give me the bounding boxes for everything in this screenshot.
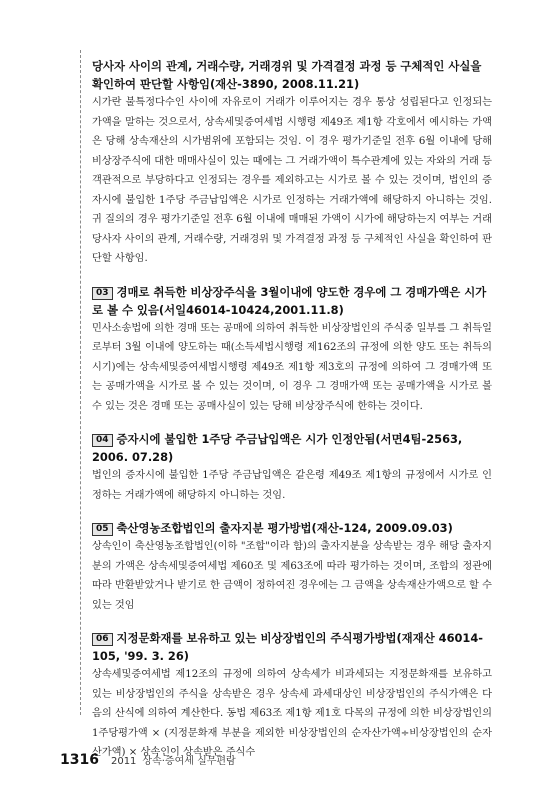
page-number: 1316 bbox=[60, 752, 99, 768]
ruling-section-03 bbox=[92, 283, 492, 417]
ruling-number-badge: 05 bbox=[92, 523, 113, 536]
ruling-heading: 03 경매로 취득한 비상장주식을 3월이내에 양도한 경우에 그 경매가액은 시가로 볼 수 있음(서일46014-10424,2001.11.8) bbox=[92, 284, 487, 317]
ruling-heading: 06 지정문화재를 보유하고 있는 비상장법인의 주식평가방법(재재산 46014-105, '99. 3. 26) bbox=[92, 631, 484, 663]
ruling-body: 시가란 불특정다수인 사이에 자유로이 거래가 이루어지는 경우 통상 성립된다고 인정되는 가액을 말하는 것으로서, 상속세및증여세법 시행령 제49조 제1항 각호에서 예시하는 가액은 당해 상속재산의 시가범위에 포함되는 것임. 이 경우 평가기준일 전후 6월 이내에 당해 비상장주식에 대한 매매사실이 있는 때에는 그 거래가액이 특수관계에 있는 자와의 거래 등 객관적으로 부당하다고 인정되는 경우를 제외하고는 시가로 볼 수 있는 것이며, 법인의 증자시에 불입한 1주당 주금납입액은 시가로 인정하는 거래가액에 해당하지 아니하는 것임. 귀 질의의 경우 평가기준일 전후 6월 이내에 매매된 가액이 시가에 해당하는지 여부는 거래 당사자 사이의 관계, 거래수량, 거래경위 및 가격결정 과정 등 구체적인 사실을 확인하여 판단할 사항임. bbox=[92, 97, 492, 264]
ruling-number-badge: 04 bbox=[92, 434, 113, 447]
ruling-body: 민사소송법에 의한 경매 또는 공매에 의하여 취득한 비상장법인의 주식중 일부를 그 취득일로부터 3월 이내에 양도하는 때(소득세법시행령 제162조의 규정에 의한 양도 또는 취득의 시기)에는 상속세및증여세법시행령 제49조 제1항 제3호의 규정에 의하여 그 경매가액 또는 공매가액을 시가로 볼 수 있는 것이며, 이 경우 그 경매가액 또는 공매가액을 시가로 볼 수 있는 것은 경매 또는 공매사실이 있는 당해 비상장주식에 한하는 것이다. bbox=[92, 322, 492, 412]
ruling-body: 상속세및증여세법 제12조의 규정에 의하여 상속세가 비과세되는 지정문화재를 보유하고 있는 비상장법인의 주식을 상속받은 경우 상속세 과세대상인 비상장법인의 주식가액은 다음의 산식에 의하여 계산한다. 동법 제63조 제1항 제1호 다목의 규정에 의한 비상장법인의 1주당평가액 × (지정문화재 부분을 제외한 비상장법인의 순자산가액÷비상장법인의 순자산가액) × 상속인이 상속받은 주식수 bbox=[92, 669, 492, 758]
ruling-heading: 당사자 사이의 관계, 거래수량, 거래경위 및 가격결정 과정 등 구체적인 사실을 확인하여 판단할 사항임(재산-3890, 2008.11.21) bbox=[92, 59, 482, 91]
ruling-number-badge: 06 bbox=[92, 633, 113, 646]
ruling-section-05 bbox=[92, 519, 492, 615]
margin-dashed-rule bbox=[80, 50, 82, 715]
footer-year: 2011 bbox=[110, 756, 137, 767]
ruling-section-04 bbox=[92, 430, 492, 505]
ruling-section-02 bbox=[92, 57, 492, 269]
ruling-heading: 04 증자시에 불입한 1주당 주금납입액은 시가 인정안됨(서면4팀-2563, 2006. 07.28) bbox=[92, 432, 463, 464]
ruling-heading: 05 축산영농조합법인의 출자지분 평가방법(재산-124, 2009.09.03) bbox=[92, 519, 492, 537]
ruling-number-badge: 03 bbox=[92, 287, 113, 300]
ruling-body: 상속인이 축산영농조합법인(이하 "조합"이라 함)의 출자지분을 상속받는 경우 해당 출자지분의 가액은 상속세및증여세법 제60조 및 제63조에 따라 평가하는 것이며, 조합의 정관에 따라 반환받았거나 받기로 한 금액이 정하여진 경우에는 그 금액을 상속재산가액으로 할 수 있는 것임 bbox=[92, 541, 492, 611]
footer-book-title: 상속·증여세 실무편람 bbox=[142, 756, 236, 767]
ruling-section-06 bbox=[92, 629, 492, 763]
page-footer bbox=[60, 752, 236, 768]
document-body bbox=[92, 57, 492, 763]
ruling-body: 법인의 증자시에 불입한 1주당 주금납입액은 같은령 제49조 제1항의 규정에서 시가로 인정하는 거래가액에 해당하지 아니하는 것임. bbox=[92, 470, 492, 501]
